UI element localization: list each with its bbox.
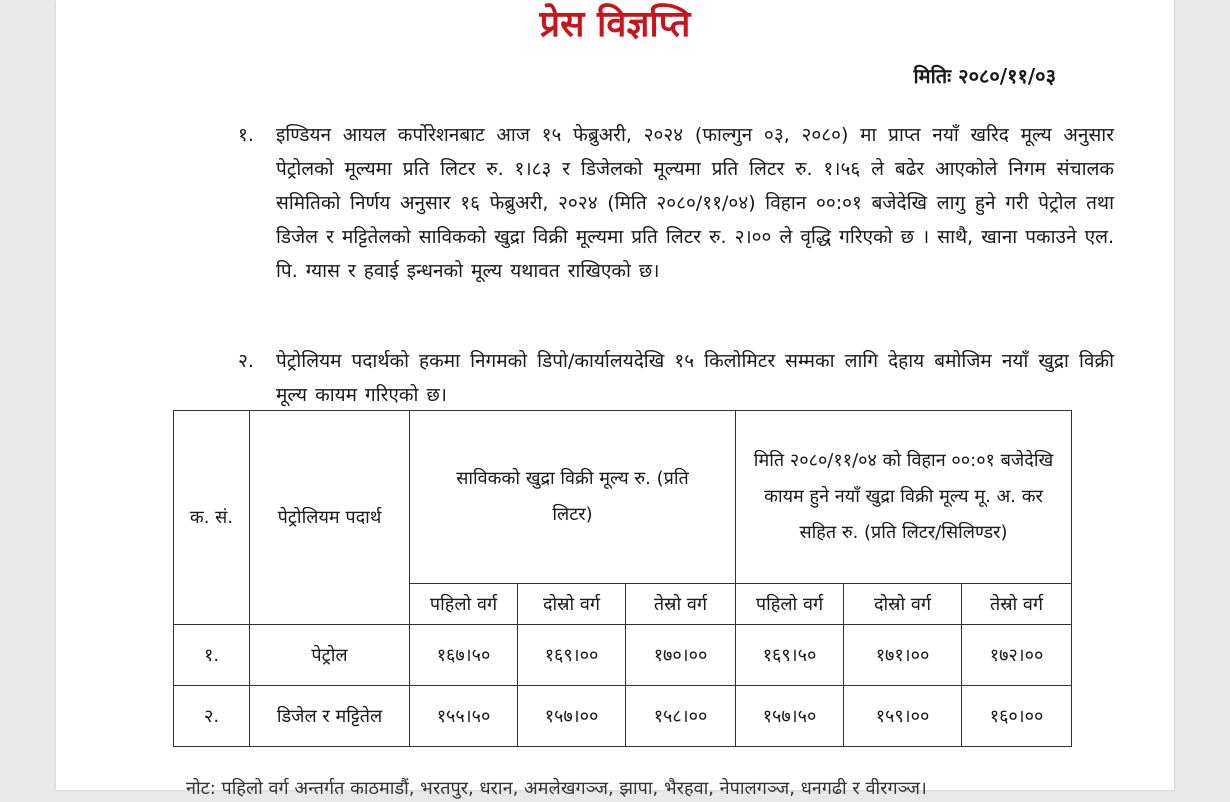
subheader-old-first: पहिलो वर्ग xyxy=(410,584,518,625)
table-row-petrol xyxy=(174,625,1072,686)
paragraph-number: २. xyxy=(238,350,254,372)
row-value: १६९।०० xyxy=(518,625,626,686)
row-value: १५८।०० xyxy=(626,686,736,747)
row-value: १५५।५० xyxy=(410,686,518,747)
header-old-price: साविकको खुद्रा विक्री मूल्य रु. (प्रति लिटर) xyxy=(410,411,736,584)
subheader-old-third: तेस्रो वर्ग xyxy=(626,584,736,625)
price-table xyxy=(173,410,1072,747)
paragraph-2 xyxy=(238,344,1114,412)
subheader-new-third: तेस्रो वर्ग xyxy=(962,584,1072,625)
row-value: १७२।०० xyxy=(962,625,1072,686)
row-sn: २. xyxy=(174,686,250,747)
row-sn: १. xyxy=(174,625,250,686)
paragraph-1 xyxy=(238,118,1114,288)
header-sn: क. सं. xyxy=(174,411,250,625)
row-product: पेट्रोल xyxy=(250,625,410,686)
row-product: डिजेल र मट्टितेल xyxy=(250,686,410,747)
subheader-new-first: पहिलो वर्ग xyxy=(736,584,844,625)
table-row-diesel xyxy=(174,686,1072,747)
subheader-old-second: दोस्रो वर्ग xyxy=(518,584,626,625)
paragraph-number: १. xyxy=(238,124,254,146)
row-value: १६०।०० xyxy=(962,686,1072,747)
header-product: पेट्रोलियम पदार्थ xyxy=(250,411,410,625)
table-header-row xyxy=(174,411,1072,584)
row-value: १६७।५० xyxy=(410,625,518,686)
header-new-price: मिति २०८०/११/०४ को विहान ००:०१ बजेदेखि कायम हुने नयाँ खुद्रा विक्री मूल्य मू. अ. कर सहित रु. (प्रति लिटर/सिलिण्डर) xyxy=(736,411,1072,584)
row-value: १५९।०० xyxy=(844,686,962,747)
subheader-new-second: दोस्रो वर्ग xyxy=(844,584,962,625)
row-value: १५७।०० xyxy=(518,686,626,747)
row-value: १७०।०० xyxy=(626,625,736,686)
document-title: प्रेस विज्ञप्ति xyxy=(539,3,691,45)
paragraph-text: इण्डियन आयल कर्पोरेशनबाट आज १५ फेब्रुअरी, २०२४ (फाल्गुन ०३, २०८०) मा प्राप्त नयाँ खरिद मूल्य अनुसार पेट्रोलको मूल्यमा प्रति लिटर रु. १।८३ र डिजेलको मूल्यमा प्रति लिटर रु. १।५६ ले बढेर आएकोले निगम संचालक समितिको निर्णय अनुसार १६ फेब्रुअरी, २०२४ (मिति २०८०/११/०४) विहान ००:०१ बजेदेखि लागु हुने गरी पेट्रोल तथा डिजेल र मट्टितेलको साविकको खुद्रा विक्री मूल्यमा प्रति लिटर रु. २।०० ले वृद्धि गरिएको छ । साथै, खाना पकाउने एल. पि. ग्यास र हवाई इन्धनको मूल्य यथावत राखिएको छ। xyxy=(276,124,1114,282)
row-value: १५७।५० xyxy=(736,686,844,747)
row-value: १६९।५० xyxy=(736,625,844,686)
row-value: १७१।०० xyxy=(844,625,962,686)
footnote: नोट: पहिलो वर्ग अन्तर्गत काठमाडौं, भरतपुर, धरान, अमलेखगञ्ज, झापा, भैरहवा, नेपालगञ्ज, धनगढी र वीरगञ्ज। xyxy=(186,778,927,799)
document-page xyxy=(56,0,1174,799)
document-date: मितिः २०८०/११/०३ xyxy=(913,64,1056,88)
paragraph-text: पेट्रोलियम पदार्थको हकमा निगमको डिपो/कार्यालयदेखि १५ किलोमिटर सम्मका लागि देहाय बमोजिम नयाँ खुद्रा विक्री मूल्य कायम गरिएको छ। xyxy=(276,350,1114,406)
